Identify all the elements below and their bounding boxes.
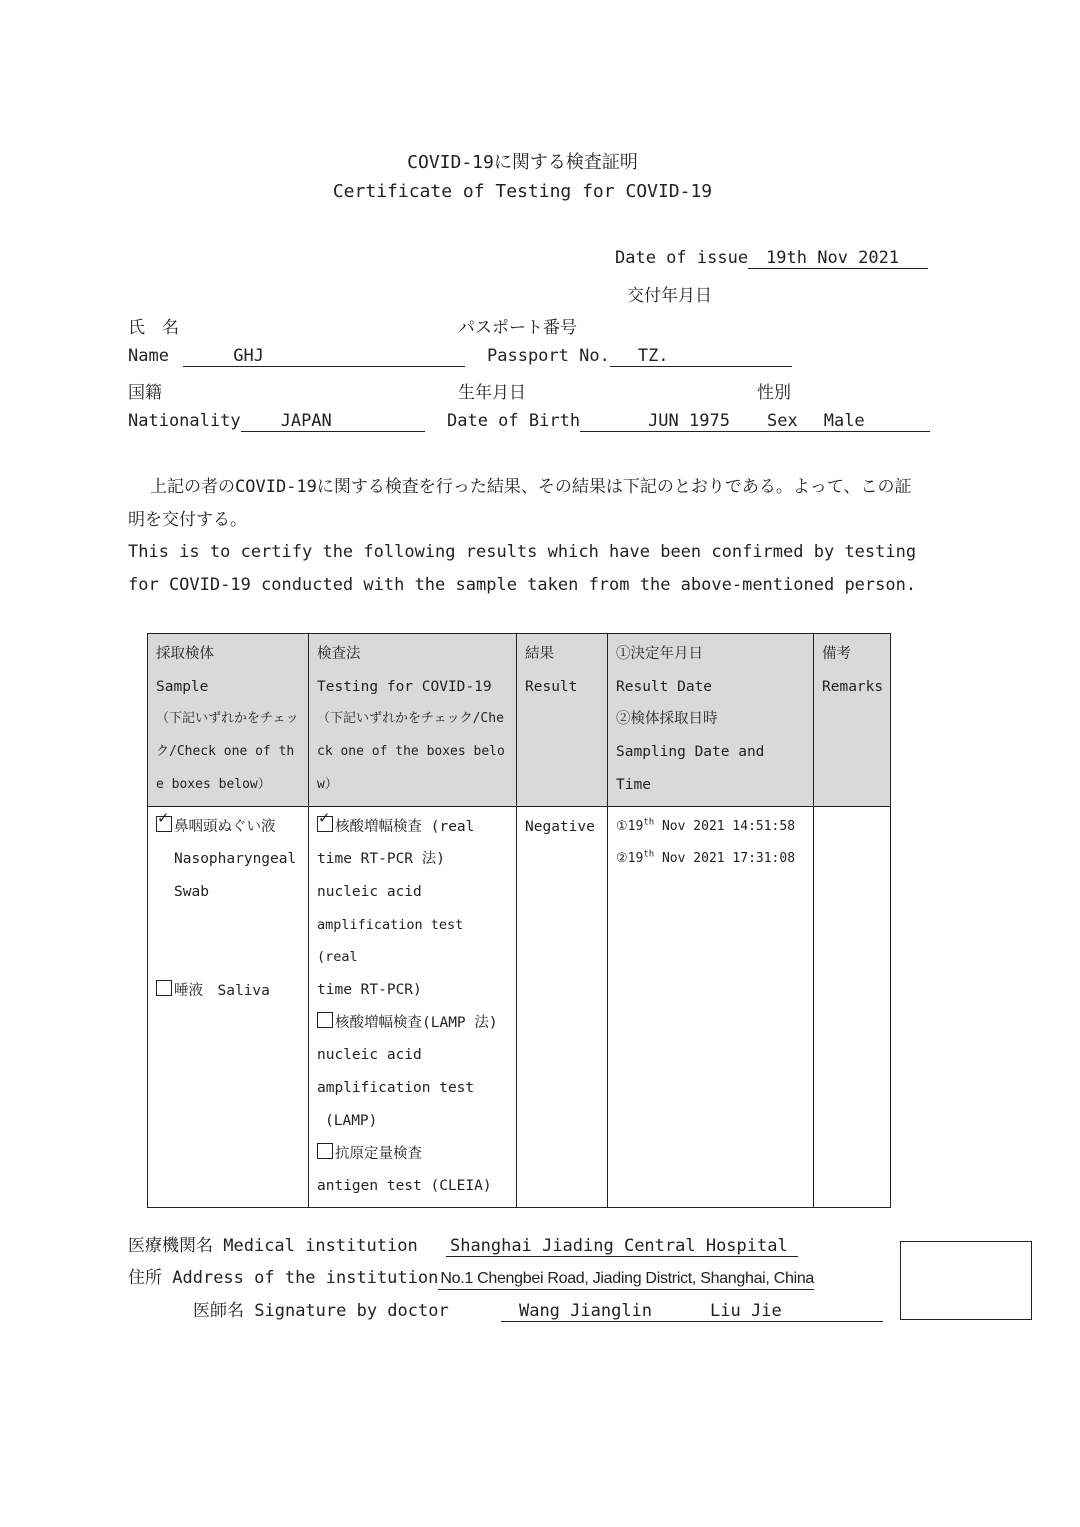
name-row — [128, 346, 465, 367]
checkbox-empty-icon — [317, 1012, 333, 1028]
method-opt2-c: amplification test — [317, 1080, 475, 1097]
nationality-row — [128, 411, 425, 432]
header-date-jp1: ①決定年月日 — [616, 646, 703, 662]
sex-label: Sex — [767, 411, 798, 431]
sample-opt1-jp: 鼻咽頭ぬぐい液 — [174, 818, 276, 835]
header-result-en: Result — [525, 678, 578, 695]
address-row — [128, 1263, 814, 1290]
header-dates — [608, 634, 814, 807]
result-date-rest: Nov 2021 14:51:58 — [654, 818, 796, 834]
statement-jp: 上記の者のCOVID-19に関する検査を行った結果、その結果は下記のとおりである。よって、この証明を交付する。 — [128, 477, 912, 530]
header-method-en: Testing for COVID-19 — [317, 678, 492, 695]
method-opt3-b: antigen test (CLEIA) — [317, 1178, 492, 1195]
header-sample-en: Sample — [156, 678, 209, 695]
sampling-date-suffix: th — [643, 849, 655, 860]
method-opt2-d: (LAMP) — [325, 1112, 378, 1129]
method-opt3-a: 抗原定量検査 — [335, 1145, 422, 1162]
name-label: Name — [128, 346, 169, 366]
nationality-label-jp: 国籍 — [128, 383, 162, 403]
passport-value: TZ. — [610, 346, 792, 367]
doctor-signature — [501, 1301, 883, 1322]
checkbox-checked-icon: ✓ — [156, 816, 172, 832]
header-method — [309, 634, 517, 807]
checkbox-empty-icon — [317, 1143, 333, 1159]
issue-date-label: Date of issue — [615, 248, 749, 268]
dob-row — [447, 411, 807, 432]
name-label-jp: 氏 名 — [128, 318, 179, 338]
method-cell — [309, 806, 517, 1207]
checkbox-checked-icon: ✓ — [317, 816, 333, 832]
sample-option-swab — [156, 807, 300, 844]
results-table — [147, 633, 891, 1208]
passport-label-jp: パスポート番号 — [458, 318, 577, 338]
certificate-title-en: Certificate of Testing for COVID-19 — [332, 181, 713, 202]
sample-option-saliva — [156, 975, 300, 1008]
header-date-en2: Sampling Date and Time — [616, 744, 765, 793]
issue-date-label-jp: 交付年月日 — [627, 286, 712, 306]
result-value: Negative — [525, 818, 595, 835]
doctor-label-jp: 医師名 — [193, 1301, 244, 1321]
header-date-jp2: ②検体採取日時 — [616, 711, 718, 728]
result-date-marker: ① — [616, 818, 628, 834]
institution-label: Medical institution — [223, 1236, 418, 1256]
dates-cell — [608, 806, 814, 1207]
result-date — [616, 811, 805, 844]
institution-value: Shanghai Jiading Central Hospital — [446, 1236, 798, 1257]
sample-cell — [148, 806, 309, 1207]
certificate-title-jp: COVID-19に関する検査証明 — [407, 152, 638, 173]
method-option-antigen — [317, 1138, 508, 1171]
header-sample-note: （下記いずれかをチェック/Check one of the boxes below） — [156, 711, 299, 792]
sampling-date-day: 19 — [627, 851, 644, 867]
header-sample-jp: 採取検体 — [156, 646, 214, 662]
sex-value: Male — [798, 411, 930, 432]
dob-value: JUN 1975 — [580, 411, 807, 432]
method-option-pcr — [317, 807, 508, 844]
nationality-value: JAPAN — [241, 411, 425, 432]
header-result-jp: 結果 — [525, 646, 554, 662]
nationality-label: Nationality — [128, 411, 241, 431]
passport-row — [487, 346, 792, 367]
header-result — [517, 634, 608, 807]
doctor-name-2: Liu Jie — [710, 1301, 782, 1321]
result-date-day: 19 — [627, 818, 644, 834]
table-row — [148, 806, 891, 1207]
header-sample — [148, 634, 309, 807]
table-header-row — [148, 634, 891, 807]
address-label-jp: 住所 — [128, 1268, 162, 1288]
dob-label-jp: 生年月日 — [458, 383, 526, 403]
method-opt2-b: nucleic acid — [317, 1047, 422, 1064]
dob-label: Date of Birth — [447, 411, 581, 431]
method-opt1-d: amplification test (real — [317, 916, 464, 966]
result-date-suffix: th — [643, 817, 655, 828]
institution-label-jp: 医療機関名 — [128, 1236, 213, 1256]
header-date-en1: Result Date — [616, 678, 713, 695]
sampling-date — [616, 843, 805, 876]
method-opt1-b: time RT-PCR 法) — [317, 851, 445, 868]
method-opt1-c: nucleic acid — [317, 883, 422, 900]
sampling-date-marker: ② — [616, 851, 628, 867]
stamp-box — [900, 1241, 1032, 1320]
issue-date-row — [615, 248, 928, 269]
sampling-date-rest: Nov 2021 17:31:08 — [654, 851, 796, 867]
header-method-note: （下記いずれかをチェック/Check one of the boxes below） — [317, 711, 505, 792]
institution-row — [128, 1231, 798, 1257]
method-opt1-e: time RT-PCR) — [317, 982, 422, 999]
sample-opt1-en2: Swab — [174, 883, 209, 900]
issue-date-value: 19th Nov 2021 — [748, 248, 928, 269]
passport-label: Passport No. — [487, 346, 610, 366]
remarks-cell — [814, 806, 891, 1207]
header-remarks-jp: 備考 — [822, 646, 851, 662]
address-label: Address of the institution — [172, 1268, 439, 1288]
method-opt2-a: 核酸増幅検査(LAMP 法) — [335, 1014, 498, 1031]
doctor-row — [193, 1296, 883, 1322]
method-option-lamp — [317, 1007, 508, 1040]
sample-opt2: 唾液 Saliva — [174, 982, 270, 999]
header-remarks — [814, 634, 891, 807]
name-value: GHJ — [183, 346, 465, 367]
address-value: No.1 Chengbei Road, Jiading District, Shanghai, China — [438, 1269, 814, 1290]
sex-label-jp: 性別 — [757, 383, 791, 403]
sample-opt1-en1: Nasopharyngeal — [174, 851, 297, 868]
doctor-name-1: Wang Jianglin — [518, 1301, 653, 1321]
doctor-label: Signature by doctor — [254, 1301, 449, 1321]
statement-en: This is to certify the following results which have been confirmed by testing for COVID-19 conducted with the sample taken from the above-mentioned person. — [128, 542, 917, 595]
result-cell — [517, 806, 608, 1207]
sex-row — [767, 411, 930, 432]
header-method-jp: 検査法 — [317, 646, 361, 662]
header-remarks-en: Remarks — [822, 678, 884, 695]
method-opt1-a: 核酸増幅検査 (real — [335, 818, 475, 835]
checkbox-empty-icon — [156, 980, 172, 996]
